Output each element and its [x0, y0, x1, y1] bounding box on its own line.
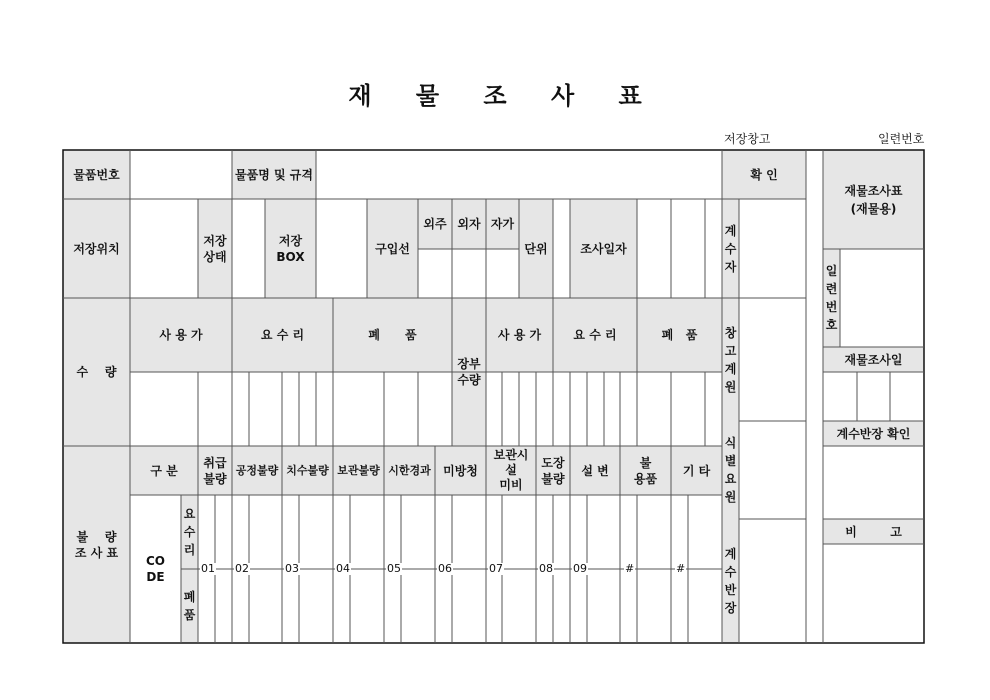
time-elapsed-label: 시한경과 [388, 463, 431, 477]
vertical-char: 장 [724, 601, 737, 615]
outsource-label: 외주 [423, 217, 447, 231]
usable-label-2: 사 용 가 [497, 328, 542, 342]
ledger-qty-label: 장부 수량 [457, 357, 481, 387]
painting-defect-label: 도장 불량 [541, 455, 565, 486]
counting-chief-label [722, 519, 739, 643]
category-label: 구 분 [150, 463, 178, 478]
storage-box-label: 저장 BOX [276, 233, 305, 264]
warehouse-staff-label [722, 298, 739, 421]
vertical-char: 요 [724, 472, 737, 486]
vertical-char: 번 [825, 300, 838, 314]
vertical-char: 창 [724, 325, 737, 340]
vertical-char: 리 [183, 543, 196, 557]
vertical-char: 품 [183, 608, 196, 622]
vertical-char: 자 [724, 259, 737, 274]
side-survey-date-label: 재물조사일 [844, 352, 903, 367]
foreign-material-label: 외자 [457, 217, 481, 231]
vertical-char: 고 [724, 343, 737, 358]
defect-code: 04 [336, 562, 350, 575]
vertical-char: 식 [724, 436, 737, 450]
storage-facility-label: 보관시 설 미비 [493, 448, 529, 492]
defect-code: 05 [387, 562, 401, 575]
handling-defect-label: 취급 불량 [203, 455, 227, 486]
storage-warehouse-label: 저장창고 [724, 132, 771, 146]
remarks-label: 비 고 [845, 524, 902, 539]
form-name-block [823, 150, 924, 249]
vertical-char: 폐 [183, 590, 196, 604]
vertical-char: 요 [183, 507, 196, 521]
vertical-char: 원 [724, 379, 737, 394]
own-material-label: 자가 [490, 217, 515, 231]
form-usage: (재물용) [850, 201, 897, 216]
document-title: 재 물 조 사 표 [348, 82, 660, 110]
repair-needed-label [181, 495, 198, 569]
defect-code: 09 [573, 562, 587, 575]
repair-label-1: 요 수 리 [260, 328, 305, 342]
defect-code: 02 [235, 562, 249, 575]
storage-status-label: 저장 상태 [203, 233, 227, 264]
defect-code: 01 [201, 562, 215, 575]
purchase-source-label: 구입선 [375, 241, 410, 256]
vertical-char: 련 [825, 282, 838, 296]
serial-number-label: 일련번호 [878, 132, 925, 146]
unit-label: 단위 [524, 241, 548, 256]
form-name: 재물조사표 [844, 183, 903, 198]
other-label: 기 타 [682, 463, 711, 478]
vertical-char: 계 [724, 223, 737, 238]
vertical-char: 반 [724, 583, 737, 597]
defect-code: 03 [285, 562, 299, 575]
confirm-label: 확 인 [750, 167, 778, 182]
code-label: CO DE [145, 554, 165, 584]
scrap-label-2: 폐 품 [661, 328, 698, 342]
process-defect-label: 공정불량 [235, 463, 279, 477]
scrap-row-label [181, 569, 198, 643]
vertical-char: 계 [724, 547, 737, 561]
accountant-label [722, 199, 739, 298]
vertical-char: 별 [724, 454, 737, 468]
vertical-char: 수 [724, 241, 737, 256]
deterioration-label: 설 변 [581, 463, 609, 478]
defect-code: # [676, 562, 686, 575]
defect-code: 07 [489, 562, 503, 575]
vertical-char: 일 [825, 264, 838, 278]
defect-survey-label: 불 량 조 사 표 [74, 529, 119, 560]
storage-defect-label: 보관불량 [337, 463, 380, 477]
chief-confirm-label: 계수반장 확인 [836, 426, 911, 441]
survey-date-label: 조사일자 [580, 241, 627, 256]
defect-code: 06 [438, 562, 452, 575]
unused-item-label: 불 용품 [633, 455, 658, 486]
repair-label-2: 요 수 리 [573, 328, 617, 342]
vertical-char: 원 [724, 490, 737, 504]
vertical-char: 수 [724, 565, 737, 579]
dimension-defect-label: 치수불량 [286, 463, 329, 477]
rust-label: 미방청 [443, 463, 478, 478]
identifier-label [722, 421, 739, 519]
defect-code: 08 [539, 562, 553, 575]
vertical-char: 수 [183, 525, 196, 539]
quantity-label: 수 량 [76, 365, 117, 379]
defect-code: # [625, 562, 635, 575]
vertical-char: 호 [825, 318, 838, 332]
side-serial-number-label [823, 249, 840, 347]
item-name-spec-label: 물품명 및 규격 [235, 167, 313, 182]
item-number-label: 물품번호 [73, 167, 120, 182]
scrap-label-1: 폐 품 [368, 328, 417, 342]
storage-location-label: 저장위치 [73, 241, 120, 256]
vertical-char: 계 [724, 361, 737, 376]
usable-label-1: 사 용 가 [159, 328, 203, 342]
